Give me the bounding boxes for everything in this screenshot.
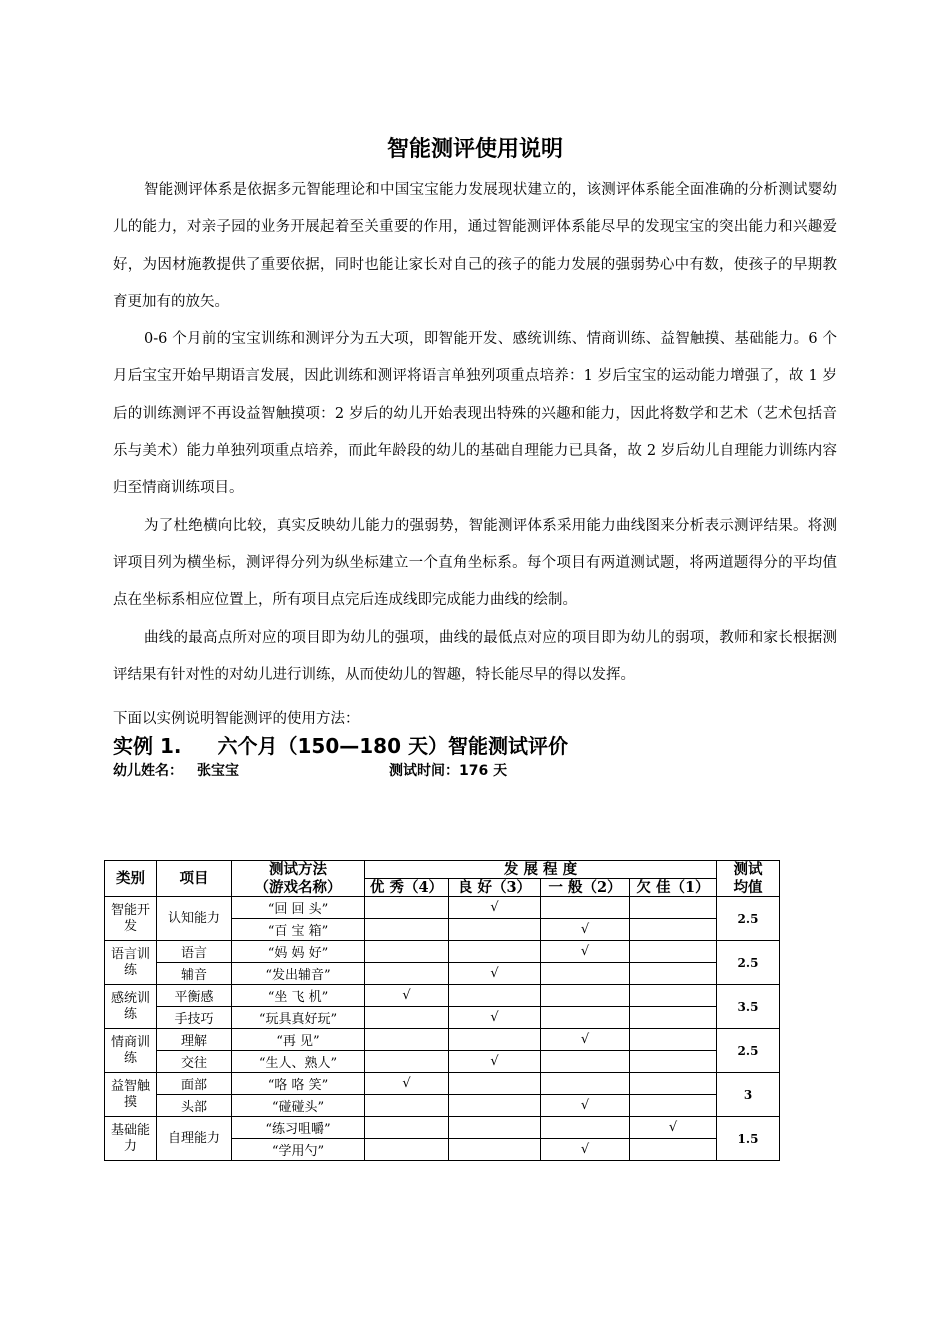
example-intro: 下面以实例说明智能测评的使用方法： xyxy=(113,711,360,727)
score-cell-1 xyxy=(630,1139,717,1161)
score-cell-2 xyxy=(541,897,630,919)
score-cell-3 xyxy=(449,941,541,963)
score-cell-1 xyxy=(630,1029,717,1051)
item-cell: 自理能力 xyxy=(157,1117,232,1161)
average-cell: 2.5 xyxy=(717,941,780,985)
item-cell: 理解 xyxy=(157,1029,232,1051)
check-mark: √ xyxy=(580,922,590,937)
score-cell-4 xyxy=(365,919,449,941)
score-cell-3 xyxy=(449,1029,541,1051)
score-cell-2 xyxy=(541,1073,630,1095)
table-row xyxy=(105,1007,780,1029)
check-mark: √ xyxy=(580,1142,590,1157)
score-cell-1 xyxy=(630,1007,717,1029)
score-cell-2 xyxy=(541,1051,630,1073)
score-cell-4 xyxy=(365,1007,449,1029)
table-row xyxy=(105,1051,780,1073)
average-cell: 3.5 xyxy=(717,985,780,1029)
method-cell: “生人、熟人” xyxy=(232,1051,365,1073)
example-title: 六个月（150—180 天）智能测试评价 xyxy=(217,734,568,758)
category-cell: 智能开发 xyxy=(105,897,157,941)
method-cell: “百 宝 箱” xyxy=(232,919,365,941)
method-cell: “练习咀嚼” xyxy=(232,1117,365,1139)
score-cell-3 xyxy=(449,963,541,985)
score-cell-1 xyxy=(630,941,717,963)
score-cell-4 xyxy=(365,1139,449,1161)
item-cell: 手技巧 xyxy=(157,1007,232,1029)
check-mark: √ xyxy=(490,900,499,915)
score-cell-2 xyxy=(541,1139,630,1161)
item-cell: 辅音 xyxy=(157,963,232,985)
score-cell-2 xyxy=(541,941,630,963)
score-cell-3 xyxy=(449,919,541,941)
score-cell-2 xyxy=(541,1007,630,1029)
score-cell-4 xyxy=(365,985,449,1007)
table-row xyxy=(105,963,780,985)
score-cell-3 xyxy=(449,1117,541,1139)
method-cell: “妈 妈 好” xyxy=(232,941,365,963)
score-cell-2 xyxy=(541,919,630,941)
item-cell: 交往 xyxy=(157,1051,232,1073)
item-cell: 面部 xyxy=(157,1073,232,1095)
average-cell: 2.5 xyxy=(717,1029,780,1073)
score-cell-1 xyxy=(630,963,717,985)
check-mark: √ xyxy=(490,966,499,981)
score-cell-3 xyxy=(449,1139,541,1161)
header-average: 一 般（2） xyxy=(541,879,630,897)
score-cell-4 xyxy=(365,897,449,919)
body-text xyxy=(113,172,837,694)
table-row xyxy=(105,941,780,963)
paragraph-1: 智能测评体系是依据多元智能理论和中国宝宝能力发展现状建立的，该测评体系能全面准确的分析测试婴幼儿的能力，对亲子园的业务开展起着至关重要的作用，通过智能测评体系能尽早的发现宝宝的突出能力和兴趣爱好，为因材施教提供了重要依据，同时也能让家长对自己的孩子的能力发展的强弱势心中有数，使孩子的早期教育更加有的放矢。 xyxy=(113,182,837,310)
score-cell-1 xyxy=(630,919,717,941)
score-cell-3 xyxy=(449,1095,541,1117)
example-number: 实例 1. xyxy=(113,734,182,758)
average-cell: 3 xyxy=(717,1073,780,1117)
item-cell: 语言 xyxy=(157,941,232,963)
check-mark: √ xyxy=(402,1076,411,1091)
header-poor: 欠 佳（1） xyxy=(630,879,717,897)
score-cell-1 xyxy=(630,985,717,1007)
score-cell-1 xyxy=(630,1095,717,1117)
test-time: 测试时间：176 天 xyxy=(389,763,508,779)
child-name: 张宝宝 xyxy=(197,763,239,779)
check-mark: √ xyxy=(668,1120,678,1135)
score-cell-2 xyxy=(541,1117,630,1139)
score-cell-3 xyxy=(449,1073,541,1095)
table-row xyxy=(105,1095,780,1117)
score-cell-1 xyxy=(630,1051,717,1073)
paragraph-3: 为了杜绝横向比较，真实反映幼儿能力的强弱势，智能测评体系采用能力曲线图来分析表示测评结果。将测评项目列为横坐标，测评得分列为纵坐标建立一个直角坐标系。每个项目有两道测试题，将两道题得分的平均值点在坐标系相应位置上，所有项目点完后连成线即完成能力曲线的绘制。 xyxy=(113,517,837,609)
method-cell: “发出辅音” xyxy=(232,963,365,985)
score-cell-4 xyxy=(365,1095,449,1117)
table-row xyxy=(105,897,780,919)
child-name-label: 幼儿姓名： xyxy=(113,763,183,779)
table-row xyxy=(105,1029,780,1051)
header-method-sub: （游戏名称） xyxy=(232,879,365,897)
score-cell-4 xyxy=(365,1029,449,1051)
score-cell-1 xyxy=(630,1073,717,1095)
item-cell: 头部 xyxy=(157,1095,232,1117)
header-excellent: 优 秀（4） xyxy=(365,879,449,897)
paragraph-2: 0-6 个月前的宝宝训练和测评分为五大项，即智能开发、感统训练、情商训练、益智触摸、基础能力。6 个月后宝宝开始早期语言发展，因此训练和测评将语言单独列项重点培养：1 岁后宝宝的运动能力增强了，故 1 岁后的训练测评不再设益智触摸项：2 岁后的幼儿开始表现出特殊的兴趣和能力，因此将数学和艺术（艺术包括音乐与美术）能力单独列项重点培养，而此年龄段的幼儿的基础自理能力已具备，故 2 岁后幼儿自理能力训练内容归至情商训练项目。 xyxy=(113,331,837,497)
average-cell: 2.5 xyxy=(717,897,780,941)
header-category: 类别 xyxy=(105,861,157,897)
item-cell: 平衡感 xyxy=(157,985,232,1007)
table-row xyxy=(105,1117,780,1139)
score-cell-3 xyxy=(449,1007,541,1029)
table-row xyxy=(105,1073,780,1095)
page-title: 智能测评使用说明 xyxy=(386,137,563,162)
method-cell: “咯 咯 笑” xyxy=(232,1073,365,1095)
category-cell: 基础能力 xyxy=(105,1117,157,1161)
evaluation-table xyxy=(104,860,780,1161)
header-good: 良 好（3） xyxy=(449,879,541,897)
average-cell: 1.5 xyxy=(717,1117,780,1161)
child-info xyxy=(113,760,507,780)
score-cell-4 xyxy=(365,941,449,963)
score-cell-3 xyxy=(449,897,541,919)
table-row xyxy=(105,985,780,1007)
score-cell-4 xyxy=(365,1073,449,1095)
example-heading xyxy=(113,730,568,759)
method-cell: “再 见” xyxy=(232,1029,365,1051)
score-cell-4 xyxy=(365,1051,449,1073)
paragraph-4: 曲线的最高点所对应的项目即为幼儿的强项，曲线的最低点对应的项目即为幼儿的弱项，教师和家长根据测评结果有针对性的对幼儿进行训练，从而使幼儿的智趣，特长能尽早的得以发挥。 xyxy=(113,629,837,683)
score-cell-2 xyxy=(541,963,630,985)
category-cell: 感统训练 xyxy=(105,985,157,1029)
score-cell-1 xyxy=(630,897,717,919)
header-method: 测试方法 xyxy=(232,861,365,879)
header-degree: 发 展 程 度 xyxy=(365,861,717,879)
score-cell-2 xyxy=(541,985,630,1007)
score-cell-2 xyxy=(541,1095,630,1117)
check-mark: √ xyxy=(490,1054,499,1069)
header-item: 项目 xyxy=(157,861,232,897)
evaluation-table-body xyxy=(105,897,780,1161)
check-mark: √ xyxy=(402,988,411,1003)
method-cell: “碰碰头” xyxy=(232,1095,365,1117)
score-cell-3 xyxy=(449,985,541,1007)
method-cell: “坐 飞 机” xyxy=(232,985,365,1007)
check-mark: √ xyxy=(580,1032,590,1047)
category-cell: 情商训练 xyxy=(105,1029,157,1073)
category-cell: 益智触摸 xyxy=(105,1073,157,1117)
check-mark: √ xyxy=(490,1010,499,1025)
check-mark: √ xyxy=(580,944,590,959)
header-avg-sub: 均值 xyxy=(717,879,780,897)
method-cell: “玩具真好玩” xyxy=(232,1007,365,1029)
method-cell: “回 回 头” xyxy=(232,897,365,919)
item-cell: 认知能力 xyxy=(157,897,232,941)
score-cell-1 xyxy=(630,1117,717,1139)
category-cell: 语言训练 xyxy=(105,941,157,985)
header-avg: 测试 xyxy=(717,861,780,879)
score-cell-4 xyxy=(365,1117,449,1139)
check-mark: √ xyxy=(580,1098,590,1113)
method-cell: “学用勺” xyxy=(232,1139,365,1161)
score-cell-3 xyxy=(449,1051,541,1073)
score-cell-2 xyxy=(541,1029,630,1051)
score-cell-4 xyxy=(365,963,449,985)
